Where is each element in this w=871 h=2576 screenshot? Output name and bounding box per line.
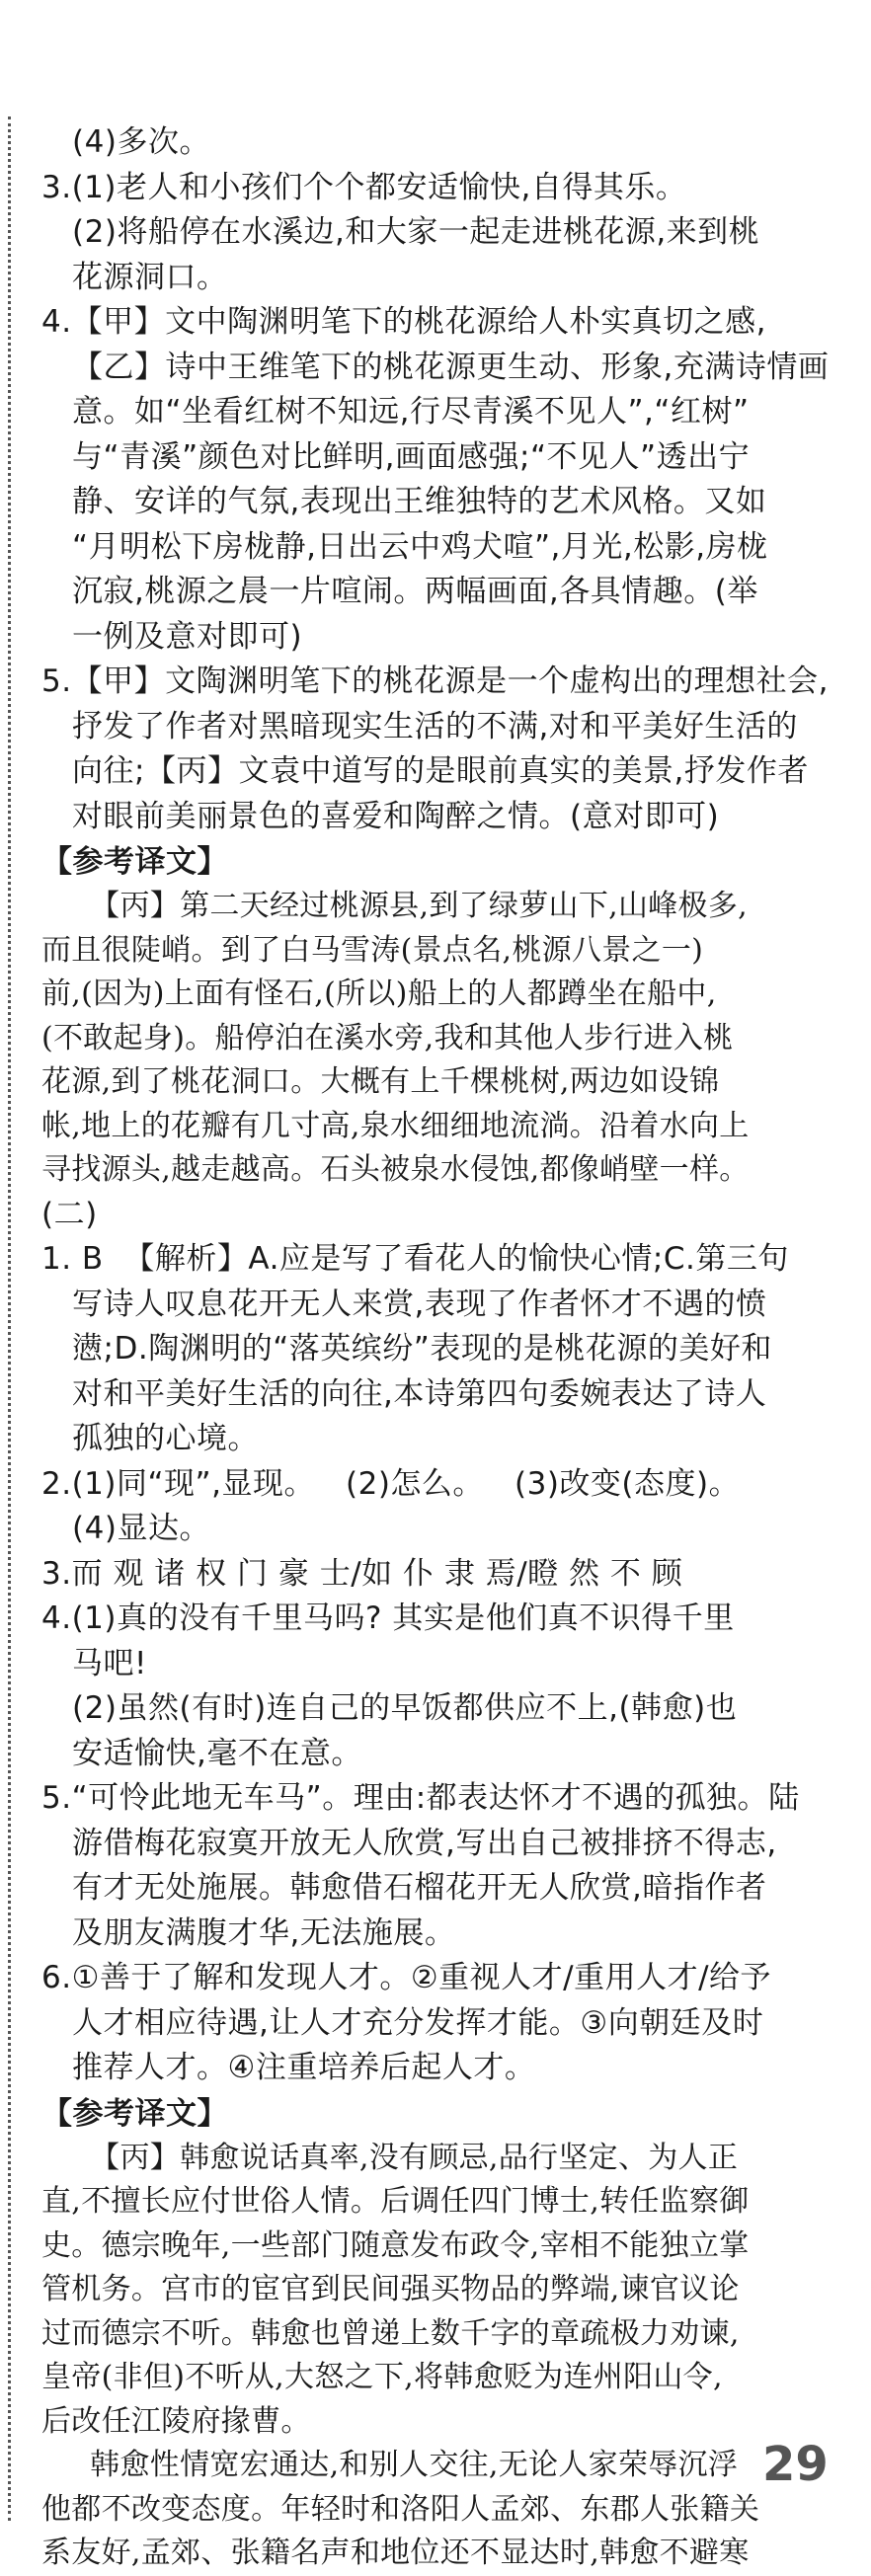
text-line: 抒发了作者对黑暗现实生活的不满,对和平美好生活的: [41, 708, 798, 744]
text-line: 3.(1)老人和小孩们个个都安适愉快,自得其乐。: [41, 169, 687, 205]
answer-block-2: [41, 1193, 841, 2091]
text-line: (4)多次。: [41, 124, 210, 160]
text-line: 4.(1)真的没有千里马吗? 其实是他们真不识得千里: [41, 1600, 735, 1636]
text-line: (二): [41, 1196, 98, 1232]
text-line: 一例及意对即可): [41, 618, 303, 655]
answer-content: [41, 120, 841, 2576]
text-line: 有才无处施展。韩愈借石榴花开无人欣赏,暗指作者: [41, 1870, 767, 1906]
text-line: 马吧!: [41, 1645, 147, 1681]
translation-block-3: [41, 2444, 841, 2576]
text-line: 1. B 【解析】A.应是写了看花人的愉快心情;C.第三句: [41, 1241, 789, 1277]
text-line: 5.【甲】文陶渊明笔下的桃花源是一个虚构出的理想社会,: [41, 664, 829, 699]
text-line: 安适愉快,毫不在意。: [41, 1735, 362, 1771]
answer-block-1: [41, 120, 841, 839]
binding-dotted-line: [8, 117, 11, 2521]
section-heading: 【参考译文】: [41, 2095, 228, 2132]
text-line: (不敢起身)。船停泊在溪水旁,我和其他人步行进入桃: [41, 1020, 734, 1055]
text-line: 对眼前美丽景色的喜爱和陶醉之情。(意对即可): [41, 798, 720, 834]
text-line: 沉寂,桃源之晨一片喧闹。两幅画面,各具情趣。(举: [41, 574, 758, 609]
text-line: 6.①善于了解和发现人才。②重视人才/重用人才/给予: [41, 1960, 772, 1995]
text-line: 5.“可怜此地无车马”。理由:都表达怀才不遇的孤独。陆: [41, 1780, 800, 1816]
text-line: 【丙】第二天经过桃源县,到了绿萝山下,山峰极多,: [41, 889, 748, 923]
translation-block-2: [41, 2137, 841, 2445]
text-line: 帐,地上的花瓣有几寸高,泉水细细地流淌。沿着水向上: [41, 1108, 750, 1143]
text-line: 孤独的心境。: [41, 1421, 260, 1456]
text-line: 花源洞口。: [41, 259, 228, 295]
text-line: 静、安详的气氛,表现出王维独特的艺术风格。又如: [41, 484, 767, 519]
section-heading: 【参考译文】: [41, 844, 228, 880]
text-line: 3.而 观 诸 权 门 豪 士/如 仆 隶 焉/瞪 然 不 顾: [41, 1555, 683, 1592]
text-line: 写诗人叹息花开无人来赏,表现了作者怀才不遇的愤: [41, 1286, 767, 1322]
text-line: 寻找源头,越走越高。石头被泉水侵蚀,都像峭壁一样。: [41, 1152, 750, 1187]
text-line: 向往;【丙】文袁中道写的是眼前真实的美景,抒发作者: [41, 753, 809, 789]
text-line: 及朋友满腹才华,无法施展。: [41, 1914, 456, 1951]
text-line: 2.(1)同“现”,显现。 (2)怎么。 (3)改变(态度)。: [41, 1465, 741, 1502]
translation-block-1: [41, 885, 841, 1193]
text-line: 花源,到了桃花洞口。大概有上千棵桃树,两边如设锦: [41, 1064, 720, 1099]
text-line: 管机务。宫市的宦官到民间强买物品的弊端,谏官议论: [41, 2272, 740, 2306]
text-line: 【丙】韩愈说话真率,没有顾忌,品行坚定、为人正: [41, 2140, 739, 2175]
text-line: 前,(因为)上面有怪石,(所以)船上的人都蹲坐在船中,: [41, 976, 717, 1011]
page-number: 29: [762, 2437, 829, 2492]
text-line: 懑;D.陶渊明的“落英缤纷”表现的是桃花源的美好和: [41, 1331, 772, 1366]
text-line: 意。如“坐看红树不知远,行尽青溪不见人”,“红树”: [41, 394, 750, 429]
text-line: 韩愈性情宽宏通达,和别人交往,无论人家荣辱沉浮: [41, 2448, 739, 2482]
text-line: 后改任江陵府掾曹。: [41, 2403, 311, 2439]
text-line: (2)虽然(有时)连自己的早饭都供应不上,(韩愈)也: [41, 1690, 738, 1726]
text-line: 皇帝(非但)不听从,大怒之下,将韩愈贬为连州阳山令,: [41, 2360, 723, 2394]
text-line: 直,不擅长应付世俗人情。后调任四门博士,转任监察御: [41, 2184, 750, 2219]
text-line: 他都不改变态度。年轻时和洛阳人孟郊、东郡人张籍关: [41, 2491, 760, 2527]
text-line: 4.【甲】文中陶渊明笔下的桃花源给人朴实真切之感,: [41, 304, 766, 340]
text-line: (4)显达。: [41, 1511, 210, 1546]
text-line: 系友好,孟郊、张籍名声和地位还不显达时,韩愈不避寒: [41, 2536, 750, 2570]
text-line: 【乙】诗中王维笔下的桃花源更生动、形象,充满诗情画: [41, 349, 830, 385]
text-line: 与“青溪”颜色对比鲜明,画面感强;“不见人”透出宁: [41, 438, 751, 475]
text-line: (2)将船停在水溪边,和大家一起走进桃花源,来到桃: [41, 214, 760, 250]
text-line: 人才相应待遇,让人才充分发挥才能。③向朝廷及时: [41, 2004, 764, 2041]
text-line: 游借梅花寂寞开放无人欣赏,写出自己被排挤不得志,: [41, 1825, 777, 1861]
text-line: 而且很陡峭。到了白马雪涛(景点名,桃源八景之一): [41, 932, 704, 968]
text-line: “月明松下房栊静,日出云中鸡犬喧”,月光,松影,房栊: [41, 528, 768, 565]
text-line: 对和平美好生活的向往,本诗第四句委婉表达了诗人: [41, 1375, 767, 1412]
text-line: 史。德宗晚年,一些部门随意发布政令,宰相不能独立掌: [41, 2227, 750, 2263]
text-line: 过而德宗不听。韩愈也曾递上数千字的章疏极力劝谏,: [41, 2315, 740, 2351]
text-line: 推荐人才。④注重培养后起人才。: [41, 2050, 536, 2085]
